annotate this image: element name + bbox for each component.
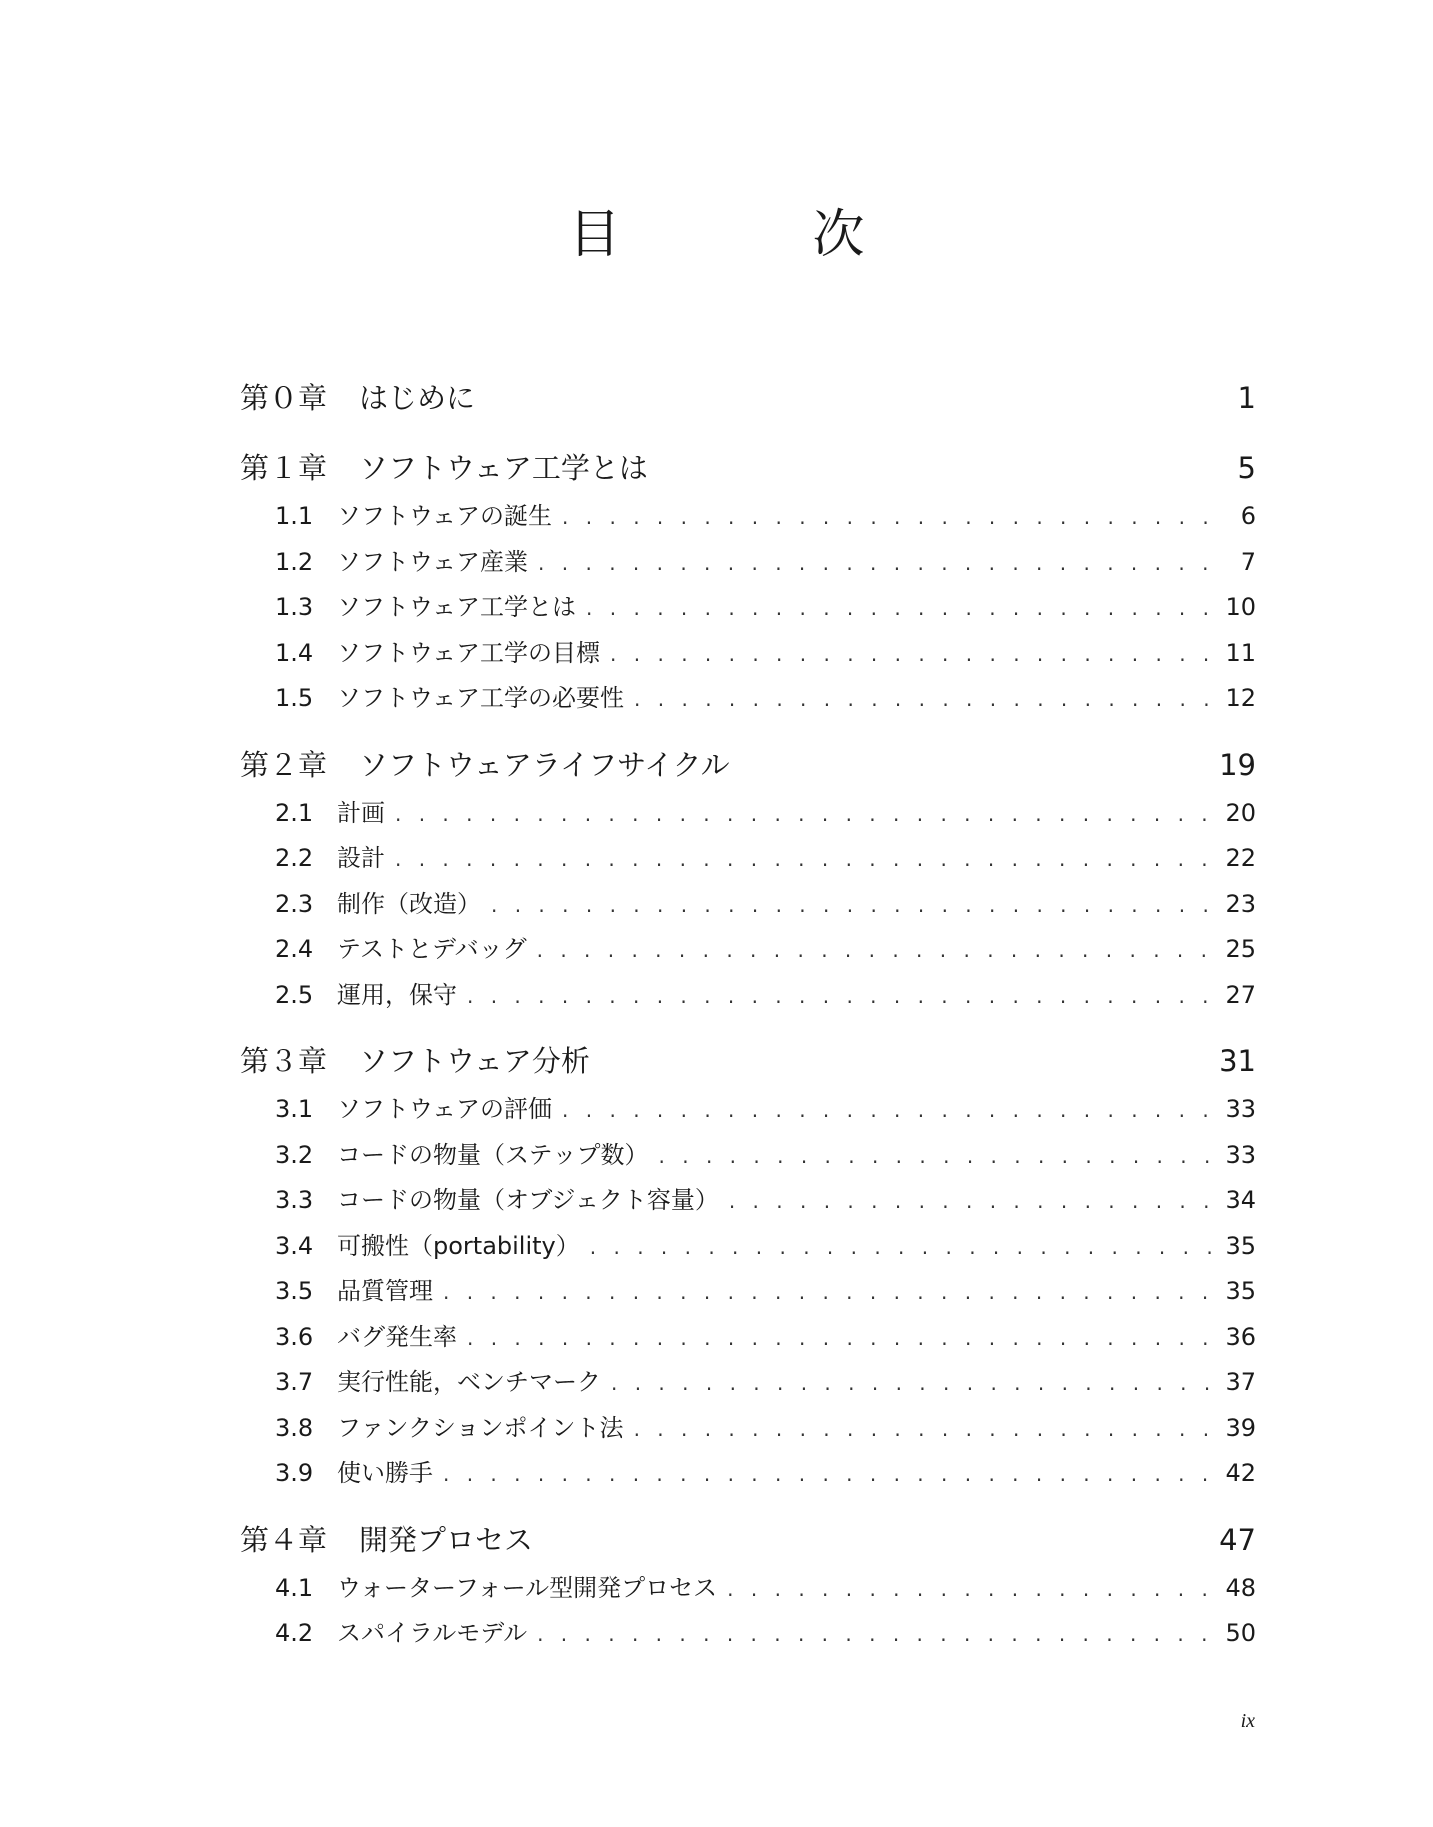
section-page-number: 22 (1225, 844, 1256, 872)
section-number: 3.9 (275, 1459, 314, 1487)
toc-entry[interactable] (240, 1315, 1256, 1361)
dot-leader (610, 632, 1219, 678)
toc-entry[interactable] (240, 1087, 1256, 1133)
dot-leader (729, 1179, 1220, 1225)
section-title: ソフトウェア工学とは (337, 593, 577, 621)
section-number: 3.5 (275, 1277, 314, 1305)
toc-entry[interactable] (240, 791, 1256, 837)
section-title: ファンクションポイント法 (337, 1413, 624, 1442)
section-page-number: 39 (1225, 1413, 1256, 1442)
section-number: 2.1 (275, 798, 314, 827)
toc-entry[interactable] (240, 585, 1256, 631)
toc-entry[interactable] (240, 1133, 1256, 1179)
dot-leader (491, 883, 1219, 929)
section-number: 1.2 (275, 547, 314, 576)
section-number: 3.2 (275, 1140, 314, 1169)
chapter-number: 第２章 (240, 747, 328, 782)
dot-leader (634, 1407, 1220, 1453)
section-page-number: 50 (1225, 1619, 1256, 1647)
chapter-title: ソフトウェア分析 (359, 1044, 590, 1078)
toc-entry[interactable] (240, 882, 1256, 928)
chapter-page-number: 47 (1219, 1522, 1256, 1557)
dot-leader (590, 1225, 1220, 1271)
section-number: 2.4 (275, 935, 314, 963)
section-title: 制作（改造） (337, 889, 481, 918)
section-title: コードの物量（ステップ数） (337, 1140, 649, 1169)
section-page-number: 34 (1225, 1186, 1256, 1214)
section-title: ソフトウェアの誕生 (337, 502, 553, 530)
table-of-contents (240, 372, 1256, 1657)
page-title: 目 次 (568, 205, 935, 265)
toc-entry[interactable] (240, 676, 1256, 722)
section-page-number: 11 (1225, 638, 1256, 667)
section-page-number: 6 (1240, 502, 1256, 530)
chapter-number: 第３章 (240, 1044, 328, 1078)
toc-entry[interactable] (240, 1451, 1256, 1497)
toc-entry[interactable] (240, 927, 1256, 973)
chapter-number: 第４章 (240, 1522, 328, 1557)
section-title: ソフトウェア工学の必要性 (337, 684, 625, 712)
toc-chapter-3 (240, 1035, 1256, 1497)
section-title: 可搬性（portability） (337, 1231, 580, 1260)
chapter-page-number: 19 (1219, 747, 1256, 782)
page-folio: ix (1240, 1710, 1255, 1732)
section-number: 3.7 (275, 1368, 314, 1396)
section-page-number: 35 (1225, 1277, 1256, 1305)
section-title: ソフトウェアの評価 (337, 1095, 553, 1123)
section-page-number: 23 (1225, 889, 1256, 918)
section-page-number: 48 (1225, 1573, 1256, 1602)
section-page-number: 42 (1225, 1459, 1256, 1487)
toc-entry[interactable] (240, 1406, 1256, 1452)
section-page-number: 33 (1225, 1095, 1256, 1123)
chapter-heading[interactable] (240, 372, 1256, 424)
section-title: コードの物量（オブジェクト容量） (337, 1186, 719, 1214)
chapter-number: 第１章 (240, 451, 328, 485)
section-number: 4.1 (275, 1573, 314, 1602)
section-title: ソフトウェア産業 (337, 547, 529, 576)
section-title: 実行性能，ベンチマーク (337, 1368, 601, 1396)
toc-entry[interactable] (240, 494, 1256, 540)
section-number: 1.3 (275, 593, 314, 621)
section-page-number: 10 (1225, 593, 1256, 621)
dot-leader (537, 1612, 1219, 1658)
toc-entry[interactable] (240, 1178, 1256, 1224)
section-page-number: 35 (1225, 1231, 1256, 1260)
section-title: 計画 (337, 798, 385, 827)
section-number: 2.3 (275, 889, 314, 918)
dot-leader (537, 928, 1220, 974)
chapter-heading[interactable] (240, 1035, 1256, 1087)
chapter-heading[interactable] (240, 442, 1256, 494)
toc-entry[interactable] (240, 540, 1256, 586)
toc-entry[interactable] (240, 836, 1256, 882)
chapter-number: 第０章 (240, 381, 328, 415)
section-page-number: 27 (1225, 980, 1256, 1009)
dot-leader (727, 1567, 1219, 1613)
toc-chapter-0 (240, 372, 1256, 424)
section-title: バグ発生率 (337, 1322, 457, 1351)
chapter-title: ソフトウェア工学とは (359, 451, 648, 485)
section-number: 2.2 (275, 844, 314, 872)
dot-leader (634, 677, 1219, 723)
section-number: 2.5 (275, 980, 314, 1009)
section-title: テストとデバッグ (337, 935, 527, 963)
section-number: 3.6 (275, 1322, 314, 1351)
chapter-title: ソフトウェアライフサイクル (359, 747, 730, 782)
dot-leader (467, 974, 1219, 1020)
dot-leader (562, 495, 1220, 541)
section-page-number: 36 (1225, 1322, 1256, 1351)
dot-leader (586, 586, 1219, 632)
dot-leader (443, 1452, 1219, 1498)
dot-leader (395, 792, 1219, 838)
toc-chapter-1 (240, 442, 1256, 722)
section-number: 1.5 (275, 684, 314, 712)
toc-chapter-4 (240, 1514, 1256, 1657)
chapter-page-number: 31 (1219, 1044, 1256, 1078)
toc-entry[interactable] (240, 1269, 1256, 1315)
toc-entry[interactable] (240, 1611, 1256, 1657)
dot-leader (467, 1316, 1219, 1362)
section-page-number: 37 (1225, 1368, 1256, 1396)
section-number: 3.8 (275, 1413, 314, 1442)
section-number: 4.2 (275, 1619, 314, 1647)
section-page-number: 7 (1240, 547, 1256, 576)
section-title: スパイラルモデル (337, 1619, 528, 1647)
chapter-heading[interactable] (240, 739, 1256, 791)
dot-leader (395, 837, 1219, 883)
chapter-title: 開発プロセス (359, 1522, 534, 1557)
dot-leader (538, 541, 1220, 587)
toc-entry[interactable] (240, 631, 1256, 677)
toc-entry[interactable] (240, 1360, 1256, 1406)
chapter-title: はじめに (359, 381, 476, 415)
section-number: 3.4 (275, 1231, 314, 1260)
section-title: ウォーターフォール型開発プロセス (337, 1573, 718, 1602)
section-page-number: 20 (1225, 798, 1256, 827)
toc-chapter-2 (240, 739, 1256, 1019)
section-title: ソフトウェア工学の目標 (337, 638, 601, 667)
section-number: 3.1 (275, 1095, 314, 1123)
section-title: 品質管理 (337, 1277, 433, 1305)
section-title: 使い勝手 (337, 1459, 433, 1487)
section-page-number: 25 (1225, 935, 1256, 963)
section-page-number: 12 (1225, 684, 1256, 712)
dot-leader (443, 1270, 1219, 1316)
toc-entry[interactable] (240, 1566, 1256, 1612)
chapter-page-number: 5 (1237, 451, 1256, 485)
section-title: 設計 (337, 844, 385, 872)
dot-leader (659, 1134, 1220, 1180)
chapter-page-number: 1 (1237, 381, 1256, 415)
section-page-number: 33 (1225, 1140, 1256, 1169)
section-title: 運用，保守 (337, 980, 457, 1009)
dot-leader (611, 1361, 1219, 1407)
dot-leader (562, 1088, 1219, 1134)
chapter-heading[interactable] (240, 1514, 1256, 1566)
section-number: 1.1 (275, 502, 314, 530)
toc-entry[interactable] (240, 973, 1256, 1019)
toc-entry[interactable] (240, 1224, 1256, 1270)
section-number: 3.3 (275, 1186, 314, 1214)
section-number: 1.4 (275, 638, 314, 667)
